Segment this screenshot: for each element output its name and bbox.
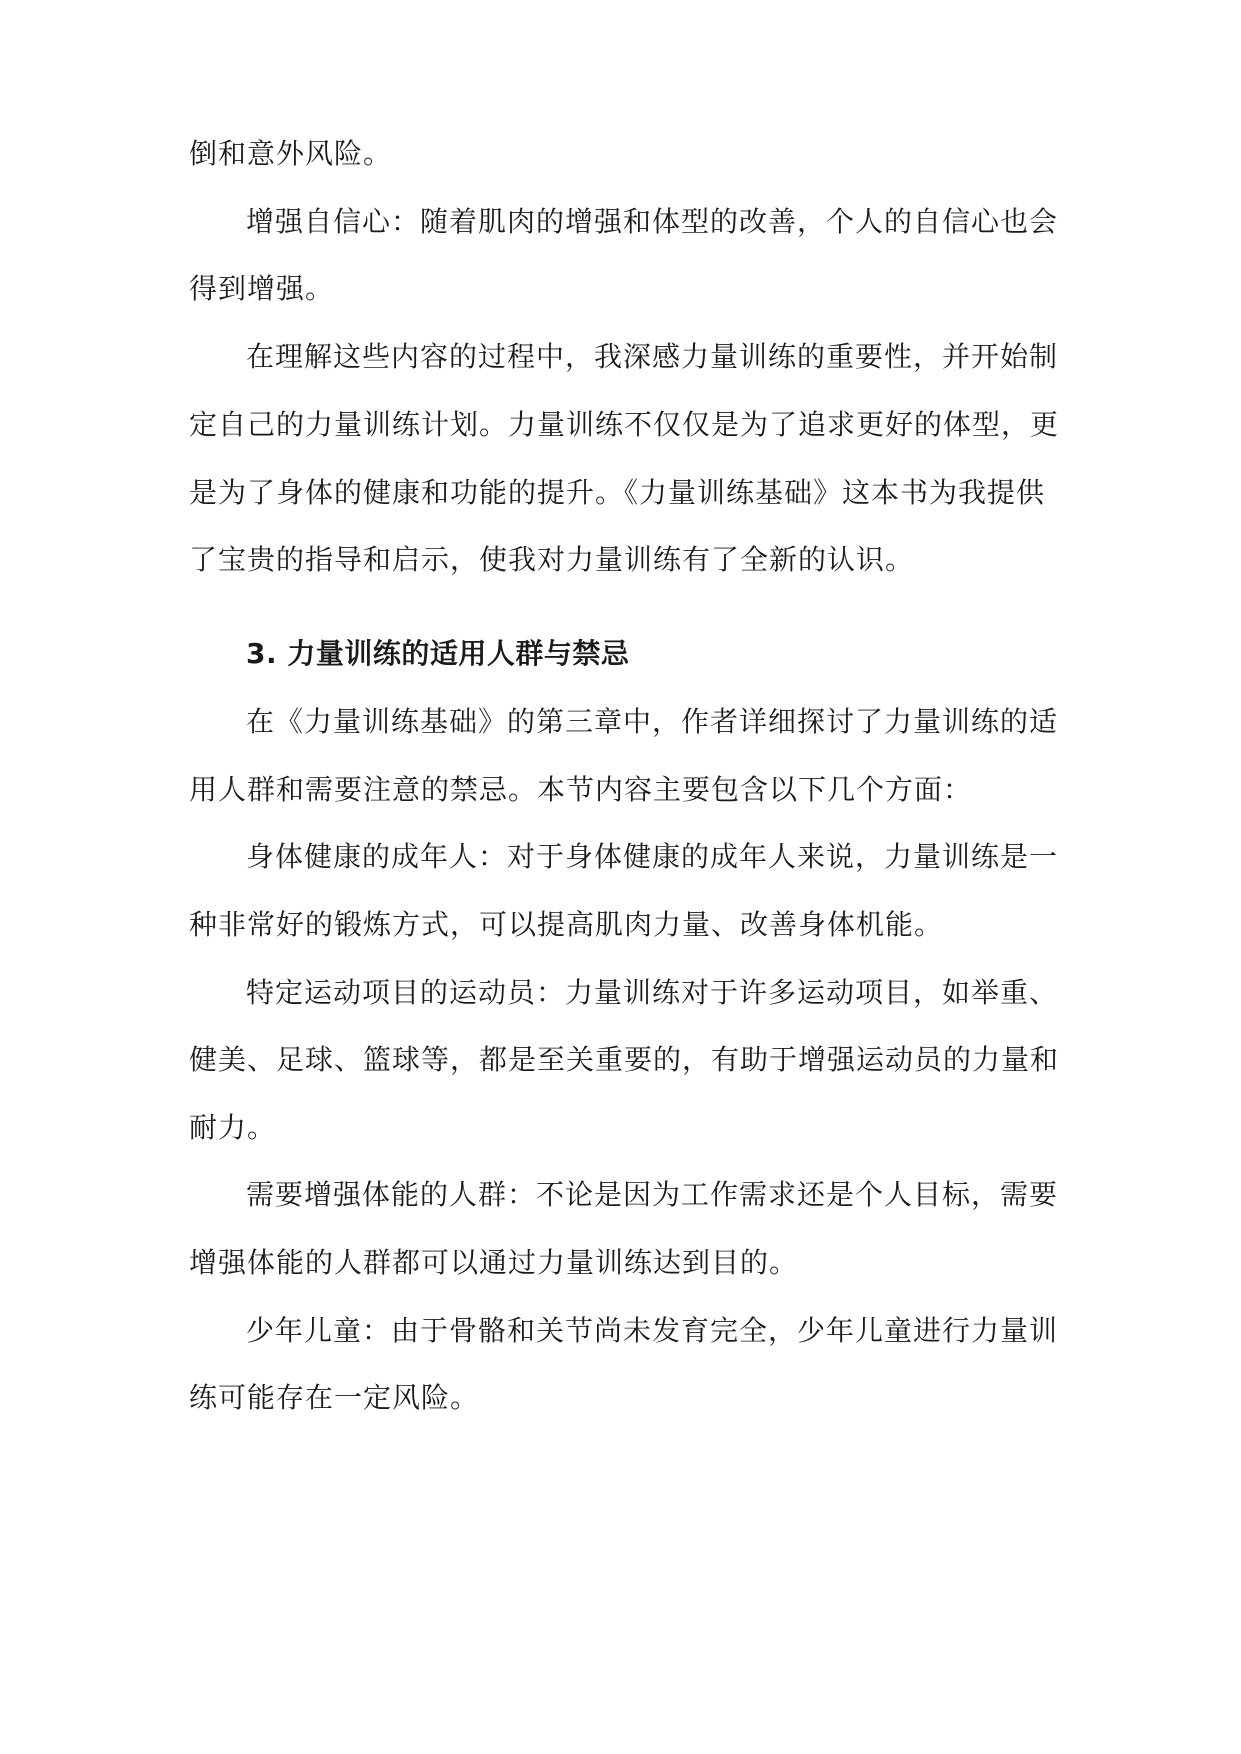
paragraph-line: 种非常好的锻炼方式，可以提高肌肉力量、改善身体机能。 bbox=[189, 908, 944, 941]
paragraph-line: 倒和意外风险。 bbox=[189, 137, 393, 170]
paragraph-line: 用人群和需要注意的禁忌。本节内容主要包含以下几个方面： bbox=[189, 773, 973, 806]
section-heading: 3. 力量训练的适用人群与禁忌 bbox=[246, 637, 630, 670]
paragraph-line: 定自己的力量训练计划。力量训练不仅仅是为了追求更好的体型，更 bbox=[189, 408, 1060, 441]
paragraph-line: 增强体能的人群都可以通过力量训练达到目的。 bbox=[189, 1246, 799, 1279]
paragraph-line: 了宝贵的指导和启示，使我对力量训练有了全新的认识。 bbox=[189, 543, 915, 576]
paragraph-line: 练可能存在一定风险。 bbox=[189, 1381, 480, 1414]
paragraph-line: 是为了身体的健康和功能的提升。《力量训练基础》这本书为我提供 bbox=[189, 476, 1046, 509]
paragraph-line: 在《力量训练基础》的第三章中，作者详细探讨了力量训练的适 bbox=[246, 705, 1059, 738]
paragraph-line: 健美、足球、篮球等，都是至关重要的，有助于增强运动员的力量和 bbox=[189, 1043, 1060, 1076]
paragraph-line: 身体健康的成年人：对于身体健康的成年人来说，力量训练是一 bbox=[246, 840, 1059, 873]
paragraph-line: 需要增强体能的人群：不论是因为工作需求还是个人目标，需要 bbox=[246, 1178, 1059, 1211]
paragraph-line: 少年儿童：由于骨骼和关节尚未发育完全，少年儿童进行力量训 bbox=[246, 1314, 1059, 1347]
paragraph-line: 耐力。 bbox=[189, 1111, 277, 1144]
paragraph-line: 增强自信心：随着肌肉的增强和体型的改善，个人的自信心也会 bbox=[246, 205, 1059, 238]
paragraph-line: 特定运动项目的运动员：力量训练对于许多运动项目，如举重、 bbox=[246, 976, 1059, 1009]
paragraph-line: 在理解这些内容的过程中，我深感力量训练的重要性，并开始制 bbox=[246, 340, 1059, 373]
paragraph-line: 得到增强。 bbox=[189, 272, 335, 305]
